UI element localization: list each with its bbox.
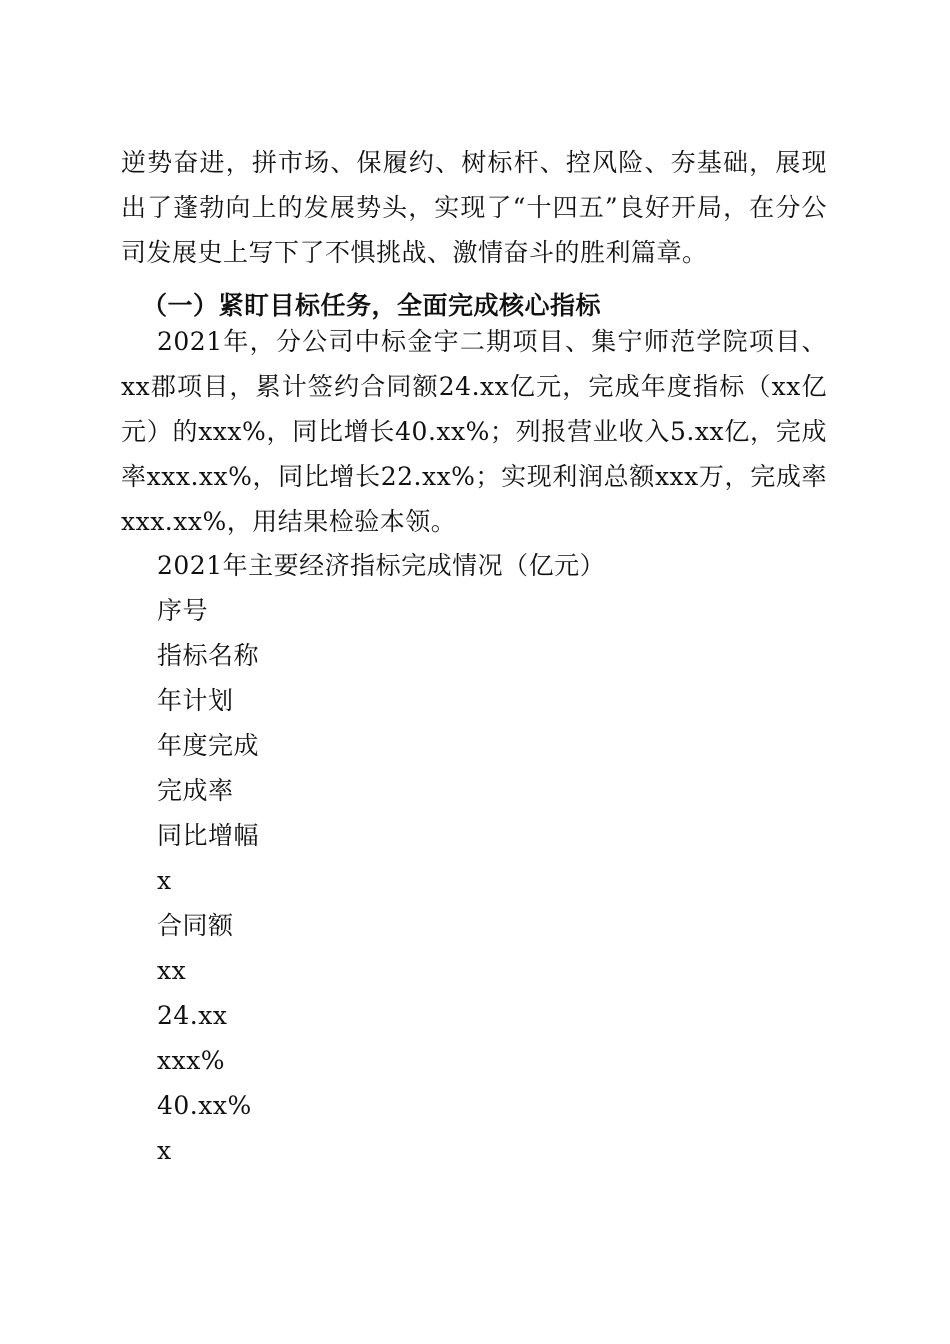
table-caption: 2021年主要经济指标完成情况（亿元）: [157, 551, 606, 580]
section-heading: （一）紧盯目标任务，全面完成核心指标: [142, 291, 602, 320]
table-cell: 合同额: [157, 911, 234, 940]
table-cell: 24.xx: [157, 1001, 228, 1030]
table-cell: xx: [157, 956, 187, 985]
table-cell-list: [157, 588, 259, 1173]
table-cell: 年度完成: [157, 731, 260, 760]
body-paragraph: 2021年，分公司中标金宇二期项目、集宁师范学院项目、xx郡项目，累计签约合同额24.xx亿元，完成年度指标（xx亿元）的xxx%，同比增长40.xx%；列报营业收入5.xx亿，完成率xxx.xx%，同比增长22.xx%；实现利润总额xxx万，完成率xxx.xx%，用结果检验本领。: [121, 327, 827, 536]
table-cell: 40.xx%: [157, 1091, 252, 1120]
intro-paragraph: 逆势奋进，拼市场、保履约、树标杆、控风险、夯基础，展现出了蓬勃向上的发展势头，实现了“十四五”良好开局，在分公司发展史上写下了不惧挑战、激情奋斗的胜利篇章。: [121, 148, 827, 267]
table-cell: xxx%: [157, 1046, 226, 1075]
table-cell: x: [157, 866, 172, 895]
table-cell: 年计划: [157, 686, 234, 715]
table-cell: 同比增幅: [157, 821, 260, 850]
table-cell: 指标名称: [157, 641, 260, 670]
table-cell: 序号: [157, 596, 209, 625]
table-cell: x: [157, 1136, 172, 1165]
table-cell: 完成率: [157, 776, 234, 805]
